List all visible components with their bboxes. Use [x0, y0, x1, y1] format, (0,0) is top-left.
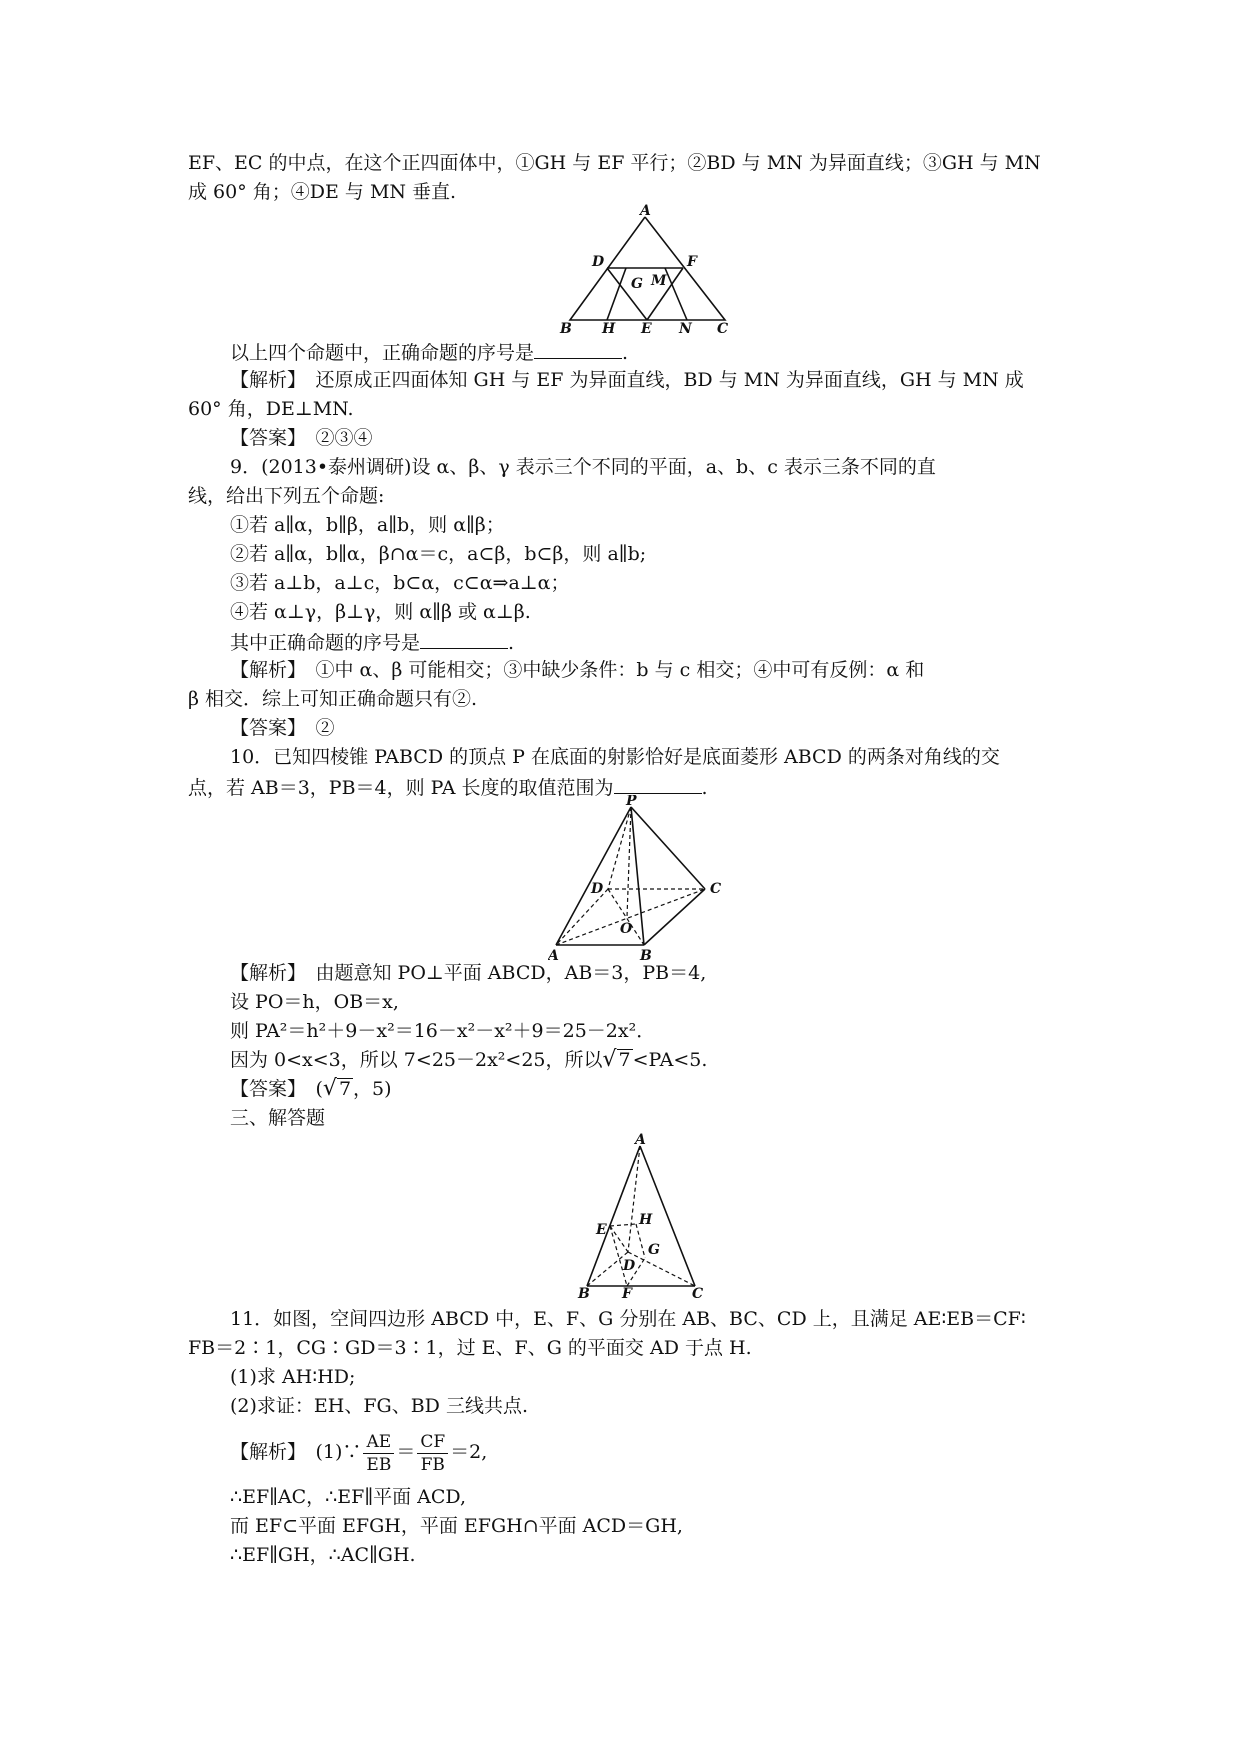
- q11-label-c: C: [692, 1286, 704, 1300]
- q11-label-f: F: [622, 1286, 632, 1300]
- q8-label-m: M: [651, 273, 667, 289]
- q8-label-h: H: [602, 321, 616, 334]
- q8-triangle-figure: [550, 204, 730, 334]
- q11-step-3: ∴EF∥GH，∴AC∥GH.: [230, 1544, 416, 1566]
- section-heading: 三、解答题: [230, 1107, 326, 1129]
- q9-analysis-line1: 【解析】 ①中 α、β 可能相交；③中缺少条件：b 与 c 相交；④中可有反例：α 和: [230, 659, 925, 681]
- q11-label-b: B: [578, 1286, 590, 1300]
- q9-proposition-2: ②若 a∥α，b∥α，β∩α＝c，a⊂β，b⊂β，则 a∥b;: [230, 543, 647, 565]
- q10-label-p: P: [626, 795, 637, 809]
- q10-label-c: C: [710, 881, 722, 897]
- q11-text-line2: FB＝2∶1，CG∶GD＝3∶1，过 E、F、G 的平面交 AD 于点 H.: [188, 1337, 752, 1359]
- q11-analysis-fraction-line: 【解析】 (1)∵ $\frac{AE}{EB}$ ＝ $\frac{CF}{FB}$ ＝2,: [230, 1431, 488, 1475]
- fraction-cf-fb: $\frac{CF}{FB}$: [417, 1431, 448, 1476]
- q8-question: 以上四个命题中，正确命题的序号是 .: [230, 338, 628, 366]
- q9-proposition-1: ①若 a∥α，b∥β，a∥b，则 α∥β；: [230, 514, 505, 536]
- q8-analysis-line1: 【解析】 还原成正四面体知 GH 与 EF 为异面直线，BD 与 MN 为异面直线，GH 与 MN 成: [230, 369, 1024, 391]
- q10-label-d: D: [591, 881, 604, 897]
- q10-analysis-line4: 因为 0<x<3，所以 7<25－2x²<25，所以√ 7 <PA<5.: [230, 1047, 708, 1072]
- fraction-ae-eb: $\frac{AE}{EB}$: [363, 1431, 394, 1476]
- q11-tetrahedron-figure: [570, 1130, 720, 1300]
- q9-analysis-line2: β 相交．综上可知正确命题只有②.: [188, 688, 478, 710]
- q11-step-2: 而 EF⊂平面 EFGH，平面 EFGH∩平面 ACD＝GH,: [230, 1515, 683, 1537]
- q10-label-o: O: [620, 921, 633, 937]
- q8-label-n: N: [679, 321, 692, 334]
- q10-answer-blank: [614, 773, 702, 794]
- q9-question: 其中正确命题的序号是 .: [230, 628, 514, 656]
- q11-part-1: (1)求 AH∶HD;: [230, 1366, 356, 1388]
- q11-label-a: A: [635, 1132, 646, 1148]
- q8-label-g: G: [631, 276, 643, 292]
- q9-proposition-3: ③若 a⊥b，a⊥c，b⊂α，c⊂α⇒a⊥α；: [230, 572, 570, 594]
- q11-text-line1: 11．如图，空间四边形 ABCD 中，E、F、G 分别在 AB、BC、CD 上，且满足 AE∶EB＝CF∶: [230, 1308, 1026, 1330]
- q10-analysis-line2: 设 PO＝h，OB＝x,: [230, 991, 399, 1013]
- q11-label-g: G: [648, 1242, 660, 1258]
- q8-label-f: F: [687, 254, 697, 270]
- q8-text-line1: EF、EC 的中点，在这个正四面体中，①GH 与 EF 平行；②BD 与 MN 为异面直线；③GH 与 MN: [188, 152, 1041, 174]
- q11-label-e: E: [596, 1222, 607, 1238]
- q9-text-line2: 线，给出下列五个命题:: [188, 485, 385, 507]
- q10-text-line1: 10．已知四棱锥 PABCD 的顶点 P 在底面的射影恰好是底面菱形 ABCD 的两条对角线的交: [230, 746, 1000, 768]
- q8-label-d: D: [592, 254, 605, 270]
- q11-label-d: D: [623, 1258, 636, 1274]
- q8-answer: 【答案】 ②③④: [230, 427, 373, 449]
- q10-text-line2: 点，若 AB＝3，PB＝4，则 PA 长度的取值范围为 .: [188, 773, 708, 801]
- q8-analysis-line2: 60° 角，DE⊥MN.: [188, 398, 354, 420]
- q9-answer: 【答案】 ②: [230, 717, 335, 739]
- q10-pyramid-figure: [548, 795, 728, 963]
- q9-text-line1: 9．(2013•泰州调研)设 α、β、γ 表示三个不同的平面，a、b、c 表示三条不同的直: [230, 456, 936, 478]
- q11-label-h: H: [639, 1212, 653, 1228]
- q11-step-1: ∴EF∥AC，∴EF∥平面 ACD,: [230, 1486, 466, 1508]
- q8-answer-blank: [534, 338, 622, 359]
- q11-part-2: (2)求证：EH、FG、BD 三线共点.: [230, 1395, 528, 1417]
- q9-proposition-4: ④若 α⊥γ，β⊥γ，则 α∥β 或 α⊥β.: [230, 601, 531, 623]
- q10-analysis-line1: 【解析】 由题意知 PO⊥平面 ABCD，AB＝3，PB＝4,: [230, 962, 707, 984]
- q10-label-b: B: [640, 948, 652, 963]
- q8-label-c: C: [717, 321, 729, 334]
- q8-label-e: E: [641, 321, 652, 334]
- q8-text-line2: 成 60° 角；④DE 与 MN 垂直.: [188, 181, 457, 203]
- q9-answer-blank: [420, 628, 508, 649]
- q10-analysis-line3: 则 PA²＝h²＋9－x²＝16－x²－x²＋9＝25－2x²．: [230, 1020, 656, 1042]
- q10-answer: 【答案】 (√ 7 ，5): [230, 1076, 392, 1101]
- q10-label-a: A: [548, 948, 559, 963]
- q8-label-a: A: [640, 204, 651, 219]
- q8-label-b: B: [560, 321, 572, 334]
